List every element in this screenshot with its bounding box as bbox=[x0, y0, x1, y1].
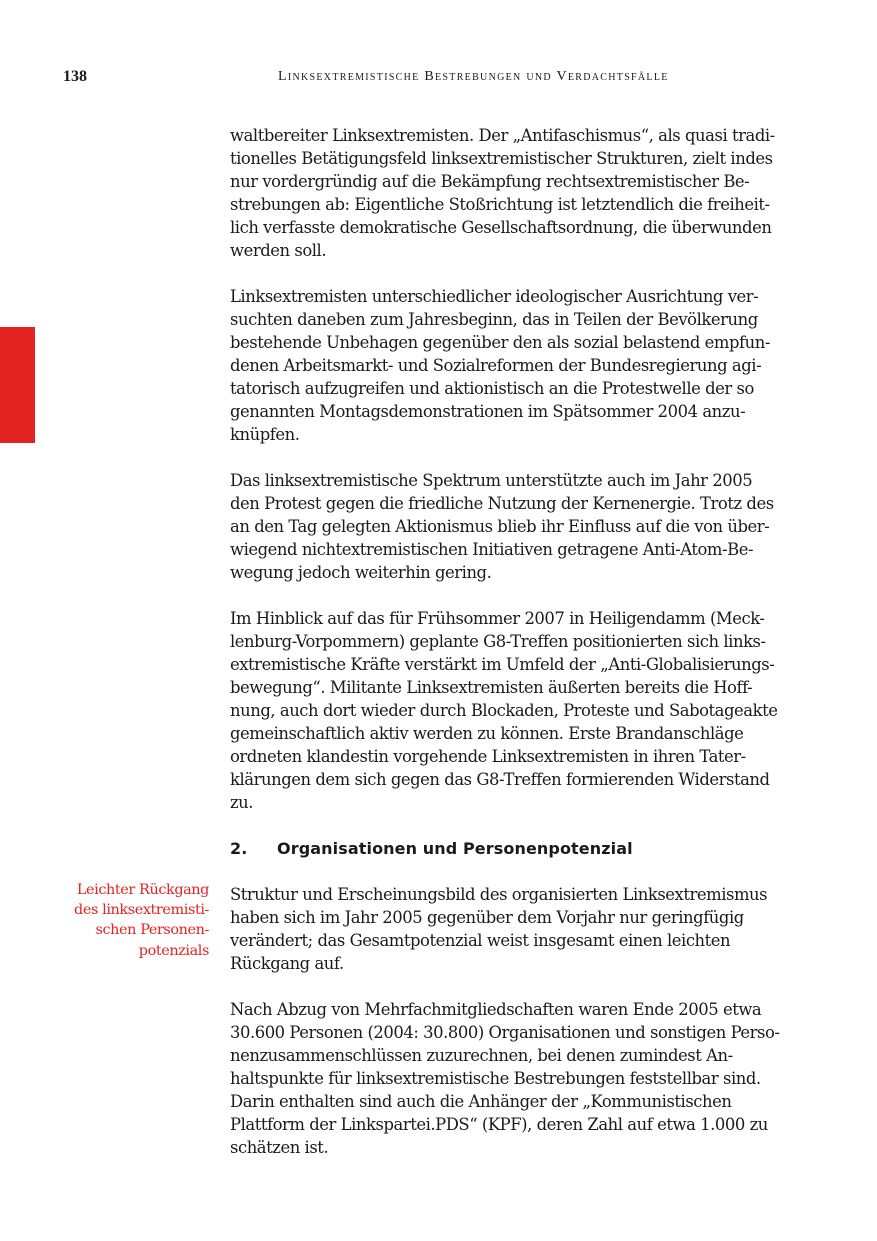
paragraph-antifaschismus bbox=[230, 124, 786, 262]
paragraph-personenpotenzial bbox=[230, 998, 786, 1159]
text-line: nung, auch dort wieder durch Blockaden, Proteste und Sabotageakte bbox=[230, 701, 778, 720]
text-line: suchten daneben zum Jahresbeginn, das in Teilen der Bevölkerung bbox=[230, 310, 758, 329]
text-line: wiegend nichtextremistischen Initiativen getragene Anti-Atom-Be- bbox=[230, 540, 754, 559]
marginal-note bbox=[74, 880, 209, 961]
text-line: nur vordergründig auf die Bekämpfung rechtsextremistischer Be- bbox=[230, 172, 750, 191]
marginal-note-line: Leichter Rückgang bbox=[76, 882, 209, 898]
page-number: 138 bbox=[63, 68, 87, 85]
chapter-edge-marker bbox=[0, 327, 35, 443]
text-line: den Protest gegen die friedliche Nutzung der Kernenergie. Trotz des bbox=[230, 494, 774, 513]
running-header: Linksextremistische Bestrebungen und Verdachtsfälle bbox=[278, 69, 669, 84]
main-text-column bbox=[230, 124, 786, 1159]
text-line: schätzen ist. bbox=[230, 1138, 329, 1157]
marginal-note-line: schen Personen- bbox=[95, 922, 209, 939]
text-line: haltspunkte für linksextremistische Bestrebungen feststellbar sind. bbox=[230, 1069, 761, 1088]
text-line: Darin enthalten sind auch die Anhänger der „Kommunistischen bbox=[230, 1092, 732, 1111]
text-line: 30.600 Personen (2004: 30.800) Organisationen und sonstigen Perso- bbox=[230, 1023, 780, 1042]
text-line: Im Hinblick auf das für Frühsommer 2007 in Heiligendamm (Meck- bbox=[230, 609, 765, 628]
text-line: Das linksextremistische Spektrum unterstützte auch im Jahr 2005 bbox=[230, 471, 753, 490]
text-line: an den Tag gelegten Aktionismus blieb ihr Einfluss auf die von über- bbox=[230, 517, 770, 536]
paragraph-gap bbox=[230, 814, 786, 837]
text-line: gemeinschaftlich aktiv werden zu können. Erste Brandanschläge bbox=[230, 724, 744, 743]
text-line: verändert; das Gesamtpotenzial weist insgesamt einen leichten bbox=[230, 931, 731, 950]
text-line: Plattform der Linkspartei.PDS“ (KPF), deren Zahl auf etwa 1.000 zu bbox=[230, 1115, 768, 1134]
section-number: 2. bbox=[230, 839, 248, 858]
text-line: Linksextremisten unterschiedlicher ideologischer Ausrichtung ver- bbox=[230, 287, 759, 306]
paragraph-gap bbox=[230, 584, 786, 607]
text-line: zu. bbox=[230, 793, 254, 812]
text-line: haben sich im Jahr 2005 gegenüber dem Vorjahr nur geringfügig bbox=[230, 908, 744, 927]
text-line: Rückgang auf. bbox=[230, 954, 344, 973]
text-line: wegung jedoch weiterhin gering. bbox=[230, 563, 492, 582]
text-line: Struktur und Erscheinungsbild des organisierten Linksextremismus bbox=[230, 885, 768, 904]
text-line: nenzusammenschlüssen zuzurechnen, bei denen zumindest An- bbox=[230, 1046, 733, 1065]
paragraph-gap bbox=[230, 446, 786, 469]
paragraph-g8-treffen bbox=[230, 607, 786, 814]
section-heading bbox=[230, 837, 786, 883]
text-line: ordneten klandestin vorgehende Linksextremisten in ihren Tater- bbox=[230, 747, 746, 766]
text-line: extremistische Kräfte verstärkt im Umfeld der „Anti-Globalisierungs- bbox=[230, 655, 775, 674]
text-line: lenburg-Vorpommern) geplante G8-Treffen positionierten sich links- bbox=[230, 632, 766, 651]
text-line: klärungen dem sich gegen das G8-Treffen formierenden Widerstand bbox=[230, 770, 770, 789]
paragraph-kernenergie bbox=[230, 469, 786, 584]
text-line: bewegung“. Militante Linksextremisten äußerten bereits die Hoff- bbox=[230, 678, 753, 697]
paragraph-gap bbox=[230, 262, 786, 285]
text-line: werden soll. bbox=[230, 241, 327, 260]
text-line: bestehende Unbehagen gegenüber den als sozial belastend empfun- bbox=[230, 333, 770, 352]
section-title: Organisationen und Personenpotenzial bbox=[277, 839, 633, 858]
text-line: tionelles Betätigungsfeld linksextremistischer Strukturen, zielt indes bbox=[230, 149, 773, 168]
text-line: strebungen ab: Eigentliche Stoßrichtung ist letztendlich die freiheit- bbox=[230, 195, 770, 214]
text-line: denen Arbeitsmarkt- und Sozialreformen der Bundesregierung agi- bbox=[230, 356, 762, 375]
marginal-note-line: des linksextremisti- bbox=[74, 902, 209, 919]
marginal-note-line: potenzials bbox=[138, 942, 209, 959]
text-line: genannten Montagsdemonstrationen im Spätsommer 2004 anzu- bbox=[230, 402, 746, 421]
paragraph-gap bbox=[230, 975, 786, 998]
text-line: lich verfasste demokratische Gesellschaftsordnung, die überwunden bbox=[230, 218, 772, 237]
text-line: waltbereiter Linksextremisten. Der „Antifaschismus“, als quasi tradi- bbox=[230, 126, 775, 145]
text-line: tatorisch aufzugreifen und aktionistisch an die Protestwelle der so bbox=[230, 379, 754, 398]
paragraph-struktur bbox=[230, 883, 786, 975]
paragraph-sozialreformen bbox=[230, 285, 786, 446]
text-line: Nach Abzug von Mehrfachmitgliedschaften waren Ende 2005 etwa bbox=[230, 1000, 762, 1019]
text-line: knüpfen. bbox=[230, 425, 300, 444]
